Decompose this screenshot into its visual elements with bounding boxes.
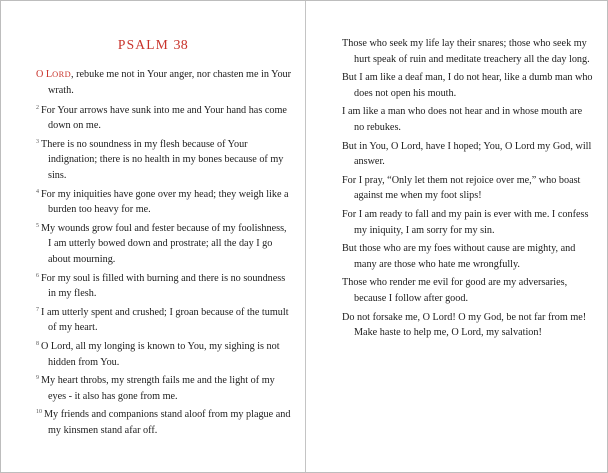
verse-text: I am like a man who does not hear and in whose mouth are no rebukes. — [342, 106, 583, 133]
verse-5 — [36, 221, 292, 268]
verse-text: Those who render me evil for good are my adversaries, because I follow after good. — [342, 277, 568, 304]
verse-text: O Lord, all my longing is known to You, my sighing is not hidden from You. — [41, 341, 280, 368]
verse-text: But I am like a deaf man, I do not hear, like a dumb man who does not open his mouth. — [342, 72, 593, 99]
verse-19 — [342, 310, 594, 341]
verse-7 — [36, 305, 292, 336]
verse-number: 4 — [36, 188, 39, 195]
verse-number: 2 — [36, 104, 39, 111]
verse-number: 3 — [36, 138, 39, 145]
verse-text: For my soul is filled with burning and there is no soundness in my flesh. — [41, 272, 286, 300]
verse-4 — [36, 187, 292, 218]
psalm-title — [1, 37, 305, 54]
verse-13 — [342, 104, 594, 135]
divine-name: O LORD — [36, 69, 72, 80]
verse-text: My heart throbs, my strength fails me and the light of my eyes - it also has gone from me. — [41, 375, 275, 402]
verse-text: , rebuke me not in Your anger, nor chasten me in Your wrath. — [48, 69, 292, 96]
right-verse-list — [342, 36, 594, 344]
verse-10 — [36, 407, 292, 438]
verse-text: For Your arrows have sunk into me and Your hand has come down on me. — [41, 104, 287, 132]
right-page — [306, 1, 607, 472]
left-page — [1, 1, 305, 472]
verse-1 — [36, 67, 292, 98]
verse-text: My friends and companions stand aloof from my plague and my kinsmen stand afar off. — [44, 409, 291, 436]
verse-text: For I am ready to fall and my pain is ever with me. I confess my iniquity, I am sorry for my sin. — [342, 208, 589, 236]
verse-text: There is no soundness in my flesh because of Your indignation; there is no health in my bones because of my sins. — [41, 138, 284, 182]
verse-number: 10 — [36, 409, 42, 416]
verse-text: But those who are my foes without cause are mighty, and many are those who hate me wrongfully. — [342, 243, 576, 270]
verse-number: 7 — [36, 306, 39, 313]
verse-text: But in You, O Lord, have I hoped; You, O Lord my God, will answer. — [342, 140, 592, 168]
psalm-title-word: PSALM — [117, 37, 169, 52]
left-verse-list — [36, 67, 292, 442]
verse-16 — [342, 207, 594, 238]
verse-text: I am utterly spent and crushed; I groan because of the tumult of my heart. — [41, 306, 289, 334]
verse-text: Do not forsake me, O Lord! O my God, be not far from me! Make haste to help me, O Lord, my salvation! — [342, 311, 587, 339]
verse-number: 6 — [36, 272, 39, 279]
verse-15 — [342, 173, 594, 204]
verse-18 — [342, 275, 594, 306]
verse-text: For I pray, “Only let them not rejoice over me,” who boast against me when my foot slips! — [342, 174, 581, 202]
verse-number: 8 — [36, 341, 39, 347]
verse-text: My wounds grow foul and fester because of my foolishness, I am utterly bowed down and prostrate; all the day I go about mourning. — [41, 222, 287, 266]
verse-2 — [36, 103, 292, 134]
verse-14 — [342, 139, 594, 170]
verse-text: For my iniquities have gone over my head; they weigh like a burden too heavy for me. — [41, 188, 289, 216]
verse-number: 5 — [36, 222, 39, 229]
verse-9 — [36, 373, 292, 404]
verse-8 — [36, 339, 292, 370]
verse-17 — [342, 241, 594, 272]
verse-3 — [36, 137, 292, 184]
verse-text: Those who seek my life lay their snares; those who seek my hurt speak of ruin and meditate treachery all the day long. — [342, 38, 590, 65]
verse-12 — [342, 70, 594, 101]
verse-11 — [342, 36, 594, 67]
verse-6 — [36, 271, 292, 302]
psalm-number: 38 — [173, 38, 189, 53]
verse-number: 9 — [36, 375, 39, 382]
